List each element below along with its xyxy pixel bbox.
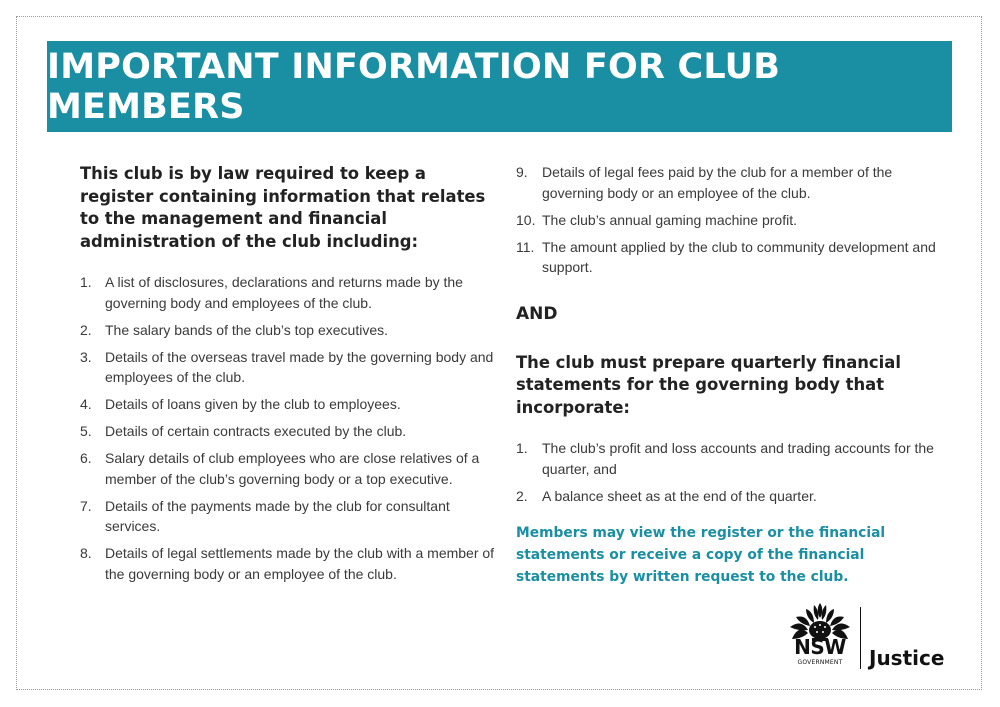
item-text: The club’s annual gaming machine profit. — [542, 211, 798, 228]
list-item — [516, 486, 936, 507]
item-text: The club’s profit and loss accounts and trading accounts for the quarter, and — [542, 440, 934, 477]
item-number: 5. — [80, 423, 92, 439]
list-item — [80, 347, 500, 388]
members-note: Members may view the register or the financial statements or receive a copy of the financial statements by written request to the club. — [516, 525, 886, 585]
list-item — [80, 448, 500, 489]
list-item — [80, 272, 500, 313]
list-item — [80, 394, 500, 415]
statements-list — [516, 438, 936, 506]
item-text: Details of the overseas travel made by the governing body and employees of the club. — [105, 348, 494, 385]
item-number: 2. — [80, 321, 92, 338]
item-text: Details of legal settlements made by the club with a member of the governing body or an employee of the club. — [105, 545, 495, 582]
item-number: 8. — [80, 545, 92, 561]
statements-heading: The club must prepare quarterly financial statements for the governing body that incorporate: — [516, 352, 901, 417]
item-text: A list of disclosures, declarations and returns made by the governing body and employees of the club. — [105, 274, 463, 311]
item-text: The amount applied by the club to community development and support. — [542, 238, 936, 275]
nsw-wordmark: NSW — [794, 635, 846, 659]
item-number: 4. — [80, 396, 92, 412]
item-text: Details of the payments made by the club for consultant services. — [105, 497, 450, 534]
left-column — [80, 163, 500, 591]
item-number: 6. — [80, 450, 92, 466]
item-number: 11. — [516, 238, 535, 255]
item-number: 3. — [80, 348, 92, 365]
register-heading: This club is by law required to keep a register containing information that relates to the management and financial administration of the club including: — [80, 164, 486, 251]
list-item — [80, 496, 500, 537]
nsw-justice-logo — [788, 603, 948, 673]
item-text: Salary details of club employees who are close relatives of a member of the club’s governing body or a top executive. — [105, 450, 480, 487]
item-text: A balance sheet as at the end of the quarter. — [542, 487, 817, 504]
list-item — [516, 237, 936, 278]
item-number: 10. — [516, 211, 536, 228]
item-number: 2. — [516, 487, 528, 504]
title-banner — [47, 41, 952, 132]
list-item — [516, 210, 936, 231]
list-item — [80, 543, 500, 584]
item-number: 9. — [516, 164, 528, 180]
item-text: Details of loans given by the club to employees. — [105, 396, 401, 412]
item-number: 7. — [80, 497, 92, 514]
list-item — [80, 421, 500, 442]
list-item — [516, 438, 936, 479]
item-text: The salary bands of the club’s top executives. — [105, 321, 389, 338]
item-number: 1. — [516, 440, 528, 456]
and-heading: AND — [516, 303, 558, 324]
item-text: Details of certain contracts executed by the club. — [105, 423, 407, 439]
list-item — [516, 162, 936, 203]
government-wordmark: GOVERNMENT — [797, 659, 843, 666]
register-list-continued — [516, 162, 936, 278]
page-title: IMPORTANT INFORMATION FOR CLUB MEMBERS — [47, 46, 781, 127]
item-number: 1. — [80, 274, 92, 290]
logo-divider — [860, 607, 861, 669]
justice-wordmark: Justice — [869, 646, 945, 670]
list-item — [80, 320, 500, 341]
register-list — [80, 272, 500, 584]
item-text: Details of legal fees paid by the club for a member of the governing body or an employee of the club. — [542, 164, 893, 201]
right-column — [516, 162, 936, 588]
